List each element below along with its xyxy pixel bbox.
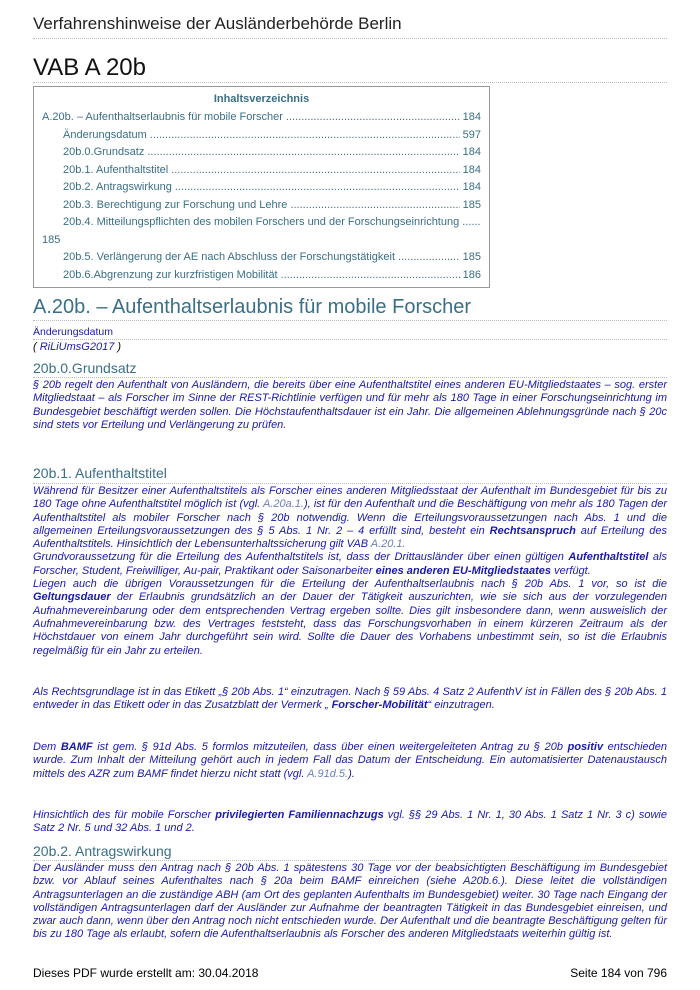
- paragraph: § 20b regelt den Aufenthalt von Ausländern, die bereits über eine Aufenthaltstitel eines anderen EU-Mitgliedstaates – sog. erster Mitgliedstaat – als Forscher im Sinne der REST-Richtlinie verfügen und für mehr als 180 Tage in einer Forschungseinrichtung im Bundesgebiet beschäftigt werden sollen. Die Höchstaufenthaltsdauer ist ein Jahr. Die allgemeinen Ablehnungsgründe nach § 20c sind stets vor Erteilung und Verlängerung zu prüfen.: [33, 379, 667, 431]
- toc-link[interactable]: 20b.3. Berechtigung zur Forschung und Lehre ..... 185: [42, 197, 481, 215]
- toc-link[interactable]: 20b.6.Abgrenzung zur kurzfristigen Mobilität ..... 186: [42, 267, 481, 285]
- toc-link[interactable]: Änderungsdatum ..... 597: [42, 127, 481, 145]
- subsection-heading-antragswirkung: 20b.2. Antragswirkung: [33, 843, 172, 859]
- aenderung-label: Änderungsdatum: [33, 326, 113, 338]
- divider: [33, 320, 667, 321]
- toc-title: Inhaltsverzeichnis: [213, 93, 310, 105]
- footer-created: Dieses PDF wurde erstellt am: 30.04.2018: [33, 966, 259, 980]
- paragraph: Als Rechtsgrundlage ist in das Etikett „§ 20b Abs. 1“ einzutragen. Nach § 59 Abs. 4 Satz 2 AufenthV ist in Fällen des § 20b Abs. 1 entweder in das Etikett oder in das Zusatzblatt der Vermerk „ Forscher-Mobilität“ einzutragen.: [33, 686, 667, 712]
- toc-link[interactable]: A.20b. – Aufenthaltserlaubnis für mobile Forscher ..... 184: [42, 109, 481, 127]
- toc-link[interactable]: 20b.2. Antragswirkung ..... 184: [42, 179, 481, 197]
- change-reference: ( RiLiUmsG2017 ): [33, 341, 122, 353]
- rili-link[interactable]: RiLiUmsG2017: [39, 341, 115, 353]
- ref-link[interactable]: A.20a.1.: [262, 498, 304, 511]
- section-heading: A.20b. – Aufenthaltserlaubnis für mobile Forscher: [33, 296, 472, 318]
- divider: [33, 38, 667, 39]
- divider: [33, 483, 667, 484]
- page-title: VAB A 20b: [33, 54, 146, 81]
- footer-page-number: Seite 184 von 796: [570, 966, 667, 980]
- toc-link[interactable]: 20b.4. Mitteilungspflichten des mobilen Forschers und der Forschungseinrichtung ...... 185: [42, 216, 481, 246]
- divider: [33, 377, 667, 378]
- running-header: Verfahrenshinweise der Ausländerbehörde Berlin: [33, 14, 402, 33]
- subsection-heading-grundsatz: 20b.0.Grundsatz: [33, 360, 137, 376]
- toc-link[interactable]: 20b.5. Verlängerung der AE nach Abschluss der Forschungstätigkeit ..... 185: [42, 249, 481, 267]
- paragraph: Während für Besitzer einer Aufenthaltstitels als Forscher eines anderen Mitgliedsstaat der Aufenthalt im Bundesgebiet für bis zu 180 Tage ohne Aufenthaltstitel möglich ist (vgl. A.20a.1.), ist für den Aufenthalt und die Beschäftigung von mehr als 180 Tagen der Aufenthaltstitel als mobiler Forscher nach § 20b notwendig. Wenn die Erteilungsvoraussetzungen nach Abs. 1 und die allgemeinen Erteilungsvoraussetzungen des § 5 Abs. 1 Nr. 2 – 4 erfüllt sind, besteht ein Rechtsanspruch auf Erteilung des Aufenthaltstitels. Hinsichtlich der Lebensunterhaltssicherung gilt VAB A.20.1. Grundvoraussetzung für die Erteilung des Aufenthaltstitels ist, dass der Drittausländer über einen gültigen Aufenthaltstitel als Forscher, Student, Freiwilliger, Au-pair, Praktikant oder Saisonarbeiter eines anderen EU-Mitgliedstaates verfügt. Liegen auch die übrigen Voraussetzungen für die Erteilung der Aufenthaltserlaubnis nach § 20b Abs. 1 vor, so ist die Geltungsdauer der Erlaubnis grundsätzlich an der Dauer der Tätigkeit auszurichten, wie sie sich aus der vorzulegenden Aufnahmevereinbarung oder dem entsprechenden Vertrag ergeben sollte. Dies gilt insbesondere dann, wenn ausweislich der Aufnahmevereinbarung bzw. des Vertrages feststeht, dass das Forschungsvorhaben in einem kürzeren Zeitraum als der Höchstdauer von einem Jahr durchgeführt sein wird. Sollte die Dauer des Vorhabens unbestimmt sein, so ist die Erlaubnis regelmäßig für ein Jahr zu erteilen.: [33, 485, 667, 657]
- paragraph: Dem BAMF ist gem. § 91d Abs. 5 formlos mitzuteilen, dass über einen weitergeleiteten Antrag zu § 20b positiv entschieden wurde. Zum Inhalt der Mitteilung gehört auch in jedem Fall das Datum der Entscheidung. Ein automatisierter Datenaustausch mittels des AZR zum BAMF findet hierzu nicht statt (vgl. A.91d.5.).: [33, 741, 667, 780]
- toc-link[interactable]: 20b.1. Aufenthaltstitel ..... 184: [42, 162, 481, 180]
- divider: [33, 860, 667, 861]
- toc-link[interactable]: 20b.0.Grundsatz ..... 184: [42, 144, 481, 162]
- paragraph: Hinsichtlich des für mobile Forscher privilegierten Familiennachzugs vgl. §§ 29 Abs. 1 Nr. 1, 30 Abs. 1 Satz 1 Nr. 3 c) sowie Satz 2 Nr. 5 und 32 Abs. 1 und 2.: [33, 809, 667, 835]
- ref-link[interactable]: A.20.1.: [370, 538, 406, 551]
- subsection-heading-aufenthaltstitel: 20b.1. Aufenthaltstitel: [33, 465, 167, 481]
- paragraph: Der Ausländer muss den Antrag nach § 20b Abs. 1 spätestens 30 Tage vor der beabsichtigten Beschäftigung im Bundesgebiet bzw. vor Ablauf seines Aufenthaltes nach § 20a beim BAMF einreichen (siehe A20b.6.). Diese leitet die vollständigen Antragsunterlagen an die zuständige ABH (am Ort des geplanten Aufenthalts im Bundesgebiet) weiter. 30 Tage nach Eingang der vollständigen Antragsunterlagen darf der Ausländer zur Aufnahme der beantragten Tätigkeit in das Bundesgebiet einreisen, und zwar auch dann, wenn über den Antrag noch nicht entschieden wurde. Der Aufenthalt und die beantragte Beschäftigung gelten für bis zu 180 Tage als erlaubt, sofern die Aufenthaltserlaubnis als Forscher des anderen Mitgliedstaats weiterhin gültig ist.: [33, 862, 667, 941]
- divider: [33, 82, 667, 83]
- ref-link[interactable]: A.91d.5.: [307, 767, 349, 780]
- divider: [33, 339, 667, 340]
- table-of-contents: [33, 86, 490, 288]
